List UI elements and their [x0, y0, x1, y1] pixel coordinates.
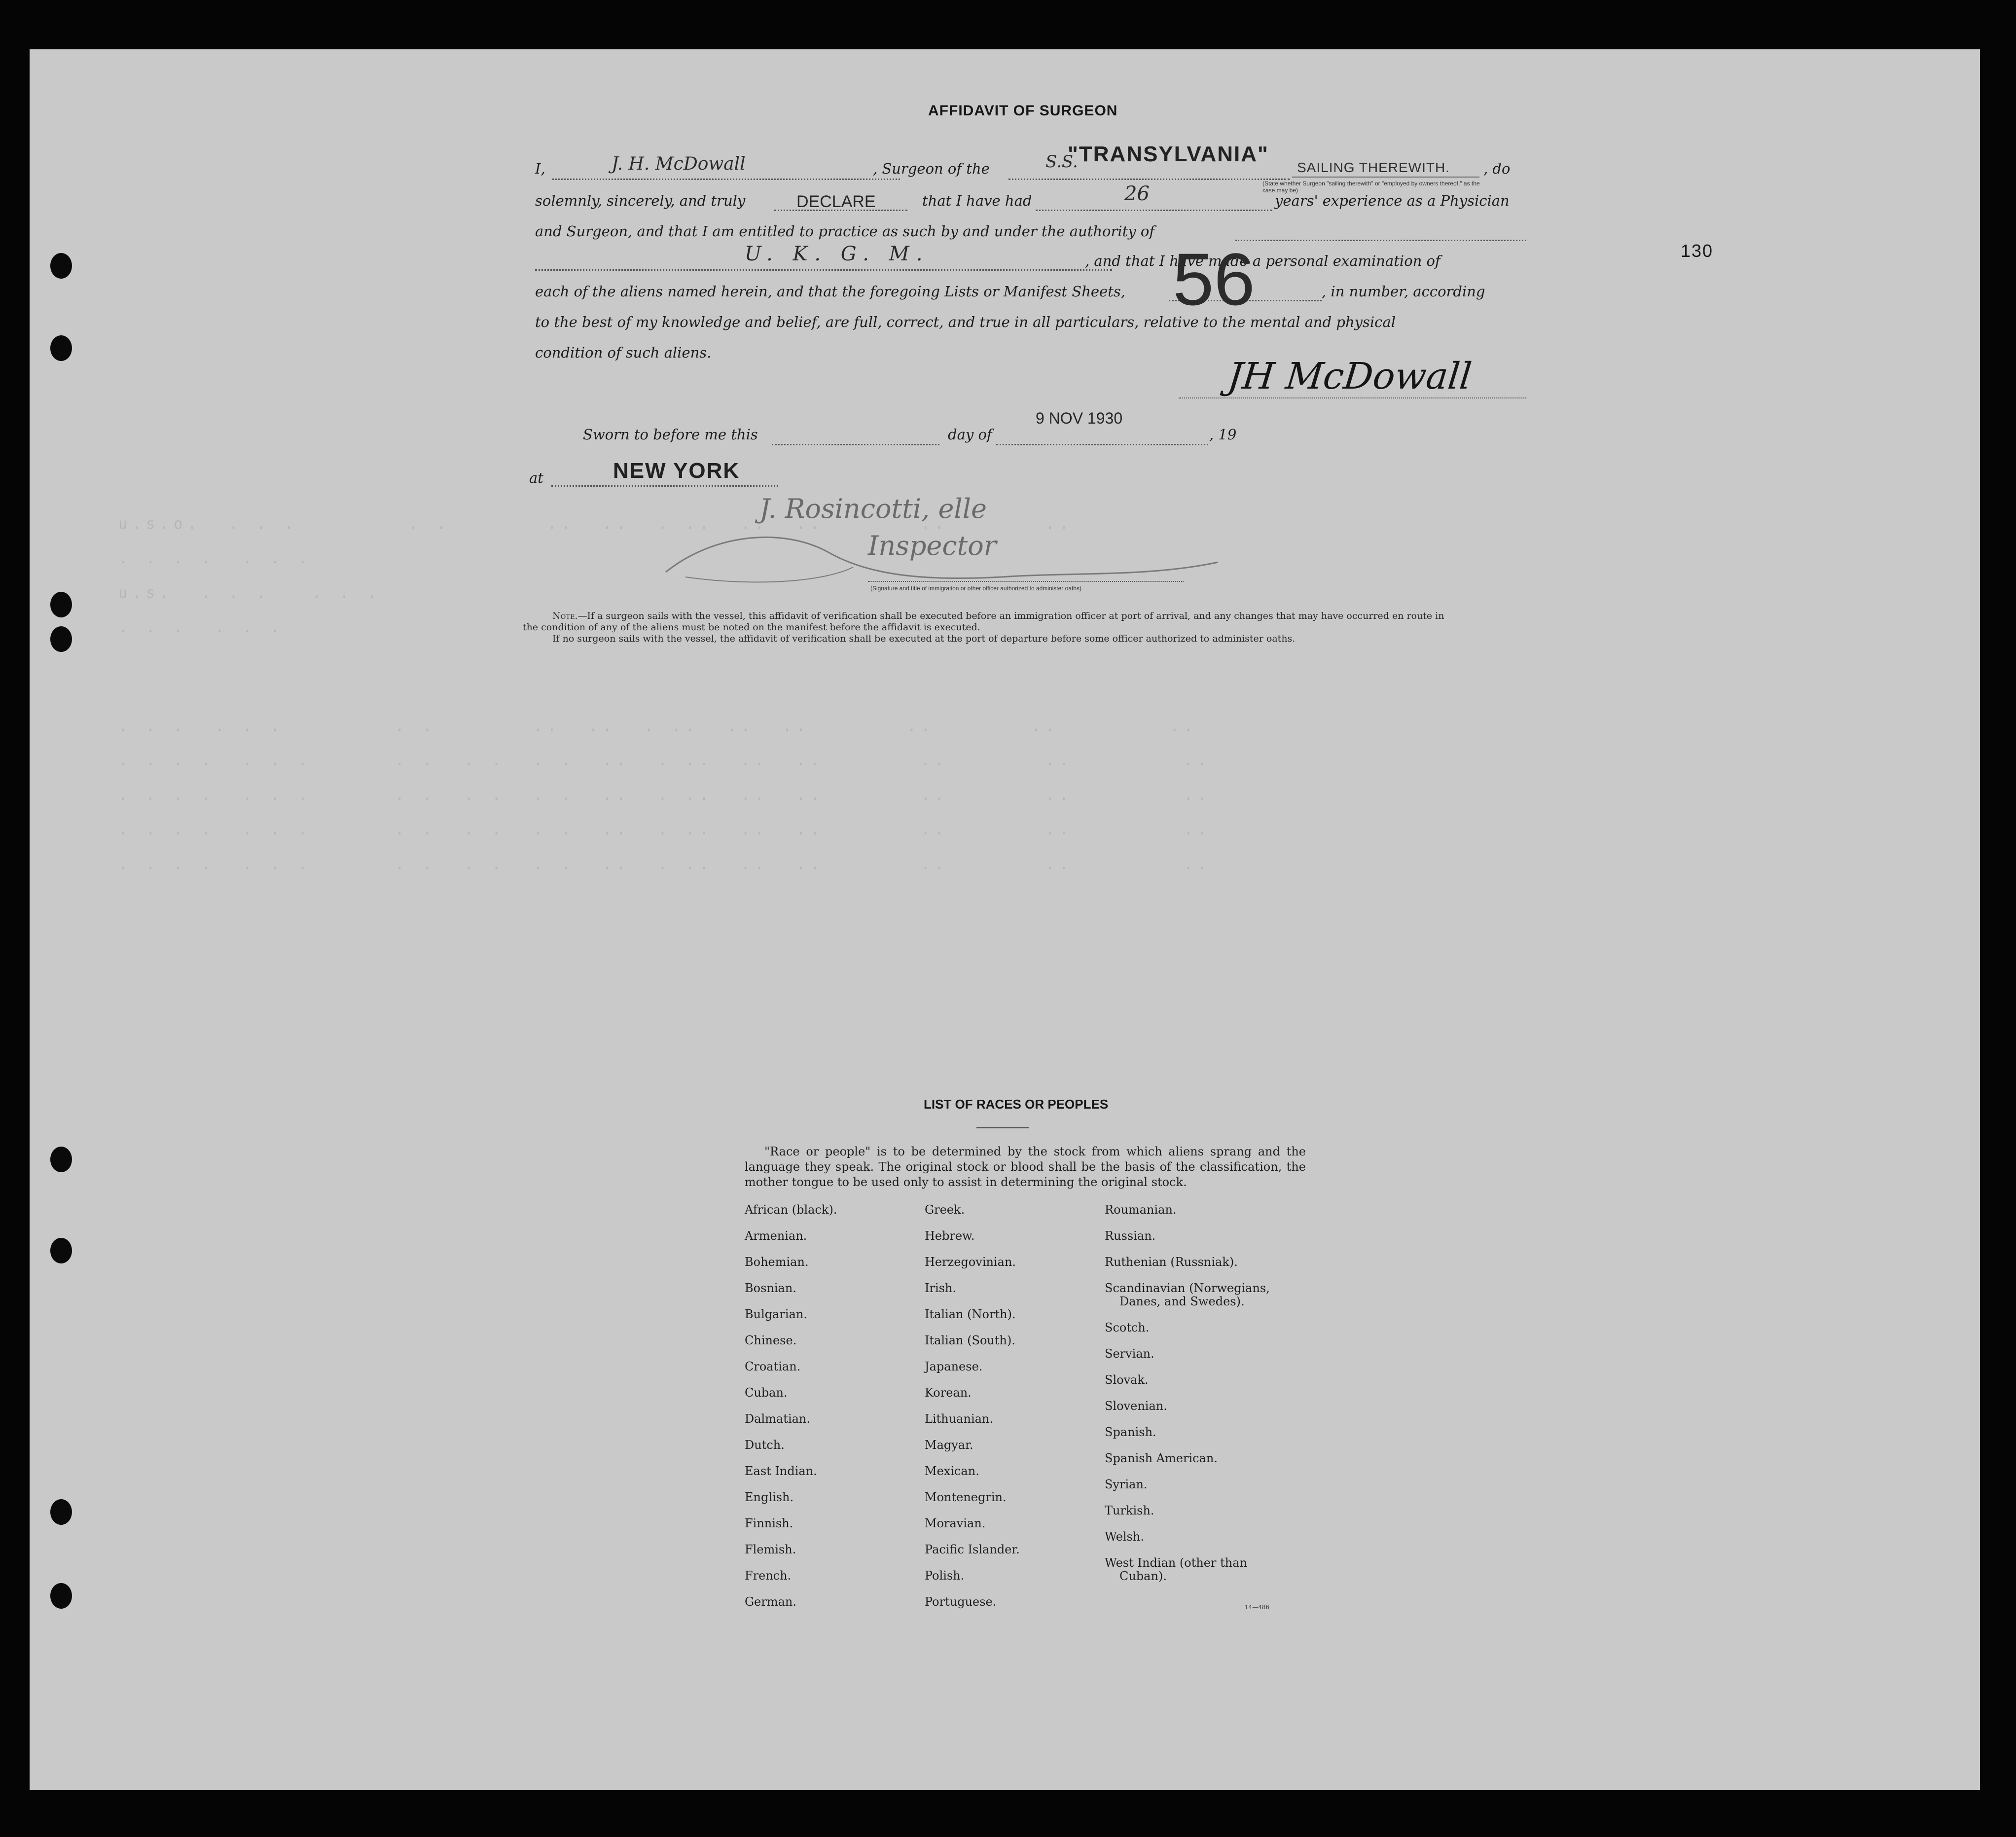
race-item: Syrian. [1105, 1477, 1148, 1491]
race-item: French. [745, 1569, 792, 1583]
bleed-through-row: u.s.o. . . . . . .. .. . .. .. .. .. .. [118, 515, 1074, 533]
race-item: Armenian. [745, 1229, 807, 1243]
that-i-have-had-text: that I have had [922, 192, 1032, 209]
years-value: 26 [1124, 182, 1150, 205]
race-item: Bulgarian. [745, 1307, 807, 1321]
race-item: Japanese. [925, 1360, 983, 1373]
do-text: , do [1483, 160, 1511, 177]
signature-caption: (Signature and title of immigration or other officer authorized to administer oaths) [870, 585, 1081, 592]
condition-text: condition of such aliens. [535, 344, 712, 361]
surgeon-of-text: , Surgeon of the [873, 160, 990, 177]
bleed-through-row: . . . . . . . . . . . . . .. . .. .. .. .. .. .. [118, 821, 1212, 838]
race-item: Welsh. [1105, 1530, 1144, 1544]
authority-line-2 [535, 269, 1112, 271]
document-sheet [30, 49, 1980, 1790]
race-item: Dutch. [745, 1438, 785, 1452]
race-item: Hebrew. [925, 1229, 975, 1243]
race-item: Croatian. [745, 1360, 801, 1373]
bleed-through-row: . . . . . . . . .. .. . .. .. .. .. .. .. [118, 718, 1198, 735]
race-item: Danes, and Swedes). [1119, 1295, 1245, 1308]
race-item: Turkish. [1105, 1504, 1154, 1517]
race-item: Herzegovinian. [925, 1255, 1016, 1269]
sworn-day-line [772, 444, 939, 445]
day-of-text: day of [948, 426, 992, 443]
race-item: Roumanian. [1105, 1203, 1177, 1217]
races-intro-text: "Race or people" is to be determined by the stock from which aliens sprang and the language they speak. The original stock or blood shall be the basis of the classification, the mother tongue to be used only to assist in determining the original stock. [745, 1145, 1306, 1189]
bleed-through-row: . . . . . . [118, 619, 285, 636]
binder-hole [50, 1238, 72, 1263]
authority-line-1 [1235, 240, 1526, 241]
note-line-3: If no surgeon sails with the vessel, the affidavit of verification shall be executed at the port of departure before some officer authorized to administer oaths. [552, 633, 1296, 644]
officer-signature-line [868, 581, 1184, 582]
surgeon-name: J. H. McDowall [612, 154, 746, 174]
race-item: Greek. [925, 1203, 965, 1217]
race-item: Russian. [1105, 1229, 1156, 1243]
ship-name-stamp: "TRANSYLVANIA" [1068, 142, 1269, 166]
races-title-rule [976, 1127, 1029, 1128]
binder-hole [50, 335, 72, 361]
year-text: , 19 [1209, 426, 1237, 443]
solemnly-text: solemnly, sincerely, and truly [535, 192, 746, 209]
race-item: Ruthenian (Russniak). [1105, 1255, 1238, 1269]
note-line-2: the condition of any of the aliens must be noted on the manifest before the affidavit is executed. [523, 622, 980, 633]
ship-name-line [1008, 179, 1290, 180]
race-item: Servian. [1105, 1347, 1154, 1361]
note-line-1: —If a surgeon sails with the vessel, this affidavit of verification shall be executed before an immigration officer at port of arrival, and any changes that may have occurred en route in [577, 611, 1444, 621]
race-item: Spanish American. [1105, 1451, 1218, 1465]
race-item: West Indian (other than [1105, 1556, 1247, 1570]
binder-hole [50, 1499, 72, 1525]
form-number: 14—486 [1245, 1604, 1270, 1611]
race-item: English. [745, 1490, 794, 1504]
sworn-month-line [996, 444, 1208, 445]
race-item: Cuban). [1119, 1569, 1167, 1583]
race-item: Scotch. [1105, 1321, 1150, 1334]
races-title: LIST OF RACES OR PEOPLES [924, 1097, 1109, 1112]
race-item: Spanish. [1105, 1425, 1156, 1439]
sailing-status-line [1292, 177, 1479, 178]
race-item: Lithuanian. [925, 1412, 994, 1426]
race-item: Magyar. [925, 1438, 973, 1452]
race-item: Polish. [925, 1569, 965, 1583]
each-of-text: each of the aliens named herein, and that the foregoing Lists or Manifest Sheets, [535, 283, 1126, 300]
date-stamp: 9 NOV 1930 [1036, 409, 1123, 427]
surgeon-signature-line [1179, 397, 1526, 398]
sailing-status-note: (State whether Surgeon "sailing therewith" or "employed by owners thereof," as the case may be) [1262, 180, 1480, 194]
races-column-1 [745, 1203, 837, 1621]
races-column-2 [925, 1203, 1020, 1621]
races-column-3 [1105, 1203, 1270, 1596]
bleed-through-row: . . . . . . . . . . . . . .. . .. .. .. .. .. .. [118, 787, 1212, 804]
affidavit-title: AFFIDAVIT OF SURGEON [928, 103, 1118, 119]
years-line [1036, 210, 1272, 211]
binder-hole [50, 592, 72, 617]
sworn-text: Sworn to before me this [583, 426, 758, 443]
race-item: Chinese. [745, 1333, 797, 1347]
bleed-through-row: u.s. . . . . . . [118, 584, 382, 602]
authority-value: U. K. G. M. [745, 243, 930, 265]
ship-prefix: S.S. [1045, 152, 1078, 172]
race-item: Cuban. [745, 1386, 788, 1400]
binder-hole [50, 1147, 72, 1172]
surgeon-signature: JH McDowall [1225, 355, 1474, 397]
race-item: Finnish. [745, 1516, 793, 1530]
page-number: 130 [1681, 241, 1714, 261]
races-intro [745, 1144, 1306, 1190]
bleed-through-row: . . . . . . . [118, 550, 312, 567]
at-text: at [529, 469, 543, 486]
race-item: Bosnian. [745, 1281, 796, 1295]
race-item: Portuguese. [925, 1595, 997, 1609]
in-number-text: , in number, according [1322, 283, 1485, 300]
race-item: Montenegrin. [925, 1490, 1007, 1504]
binder-hole [50, 1583, 72, 1609]
race-item: Italian (North). [925, 1307, 1016, 1321]
race-item: Korean. [925, 1386, 972, 1400]
best-of-knowledge-text: to the best of my knowledge and belief, are full, correct, and true in all particulars, relative to the mental and physical [535, 314, 1396, 330]
bleed-through-row: . . . . . . . . . . . . . .. . .. .. .. .. .. .. [118, 856, 1212, 873]
years-text: years' experience as a Physician [1275, 192, 1510, 209]
affidavit-intro-i: I, [535, 160, 545, 177]
race-item: Pacific Islander. [925, 1543, 1020, 1556]
sheets-count-stamp: 56 [1173, 238, 1255, 321]
race-item: Flemish. [745, 1543, 796, 1556]
race-item: Mexican. [925, 1464, 979, 1478]
officer-signature-name: J. Rosincotti, elle [759, 493, 987, 524]
binder-hole [50, 626, 72, 652]
race-item: Bohemian. [745, 1255, 809, 1269]
place-stamp: NEW YORK [613, 459, 740, 483]
race-item: Italian (South). [925, 1333, 1015, 1347]
race-item: Dalmatian. [745, 1412, 811, 1426]
and-surgeon-text: and Surgeon, and that I am entitled to practice as such by and under the authority of [535, 223, 1155, 240]
sailing-status-stamp: SAILING THEREWITH. [1297, 160, 1450, 175]
race-item: Slovenian. [1105, 1399, 1167, 1413]
declare-stamp: DECLARE [796, 192, 876, 211]
race-item: African (black). [745, 1203, 837, 1217]
note-paragraph [523, 611, 1444, 645]
officer-signature-title: Inspector [868, 530, 997, 561]
bleed-through-row: . . . . . . . . . . . . . .. . .. .. .. .. .. .. [118, 752, 1212, 769]
race-item: German. [745, 1595, 796, 1609]
declare-line [774, 210, 907, 211]
race-item: Moravian. [925, 1516, 986, 1530]
race-item: Scandinavian (Norwegians, [1105, 1281, 1270, 1295]
race-item: East Indian. [745, 1464, 817, 1478]
race-item: Irish. [925, 1281, 957, 1295]
race-item: Slovak. [1105, 1373, 1149, 1387]
binder-hole [50, 253, 72, 279]
note-label: Note. [552, 611, 578, 621]
and-that-text: , and that I have made a personal examination of [1085, 252, 1440, 269]
place-line [551, 485, 778, 487]
surgeon-name-line [552, 179, 900, 180]
